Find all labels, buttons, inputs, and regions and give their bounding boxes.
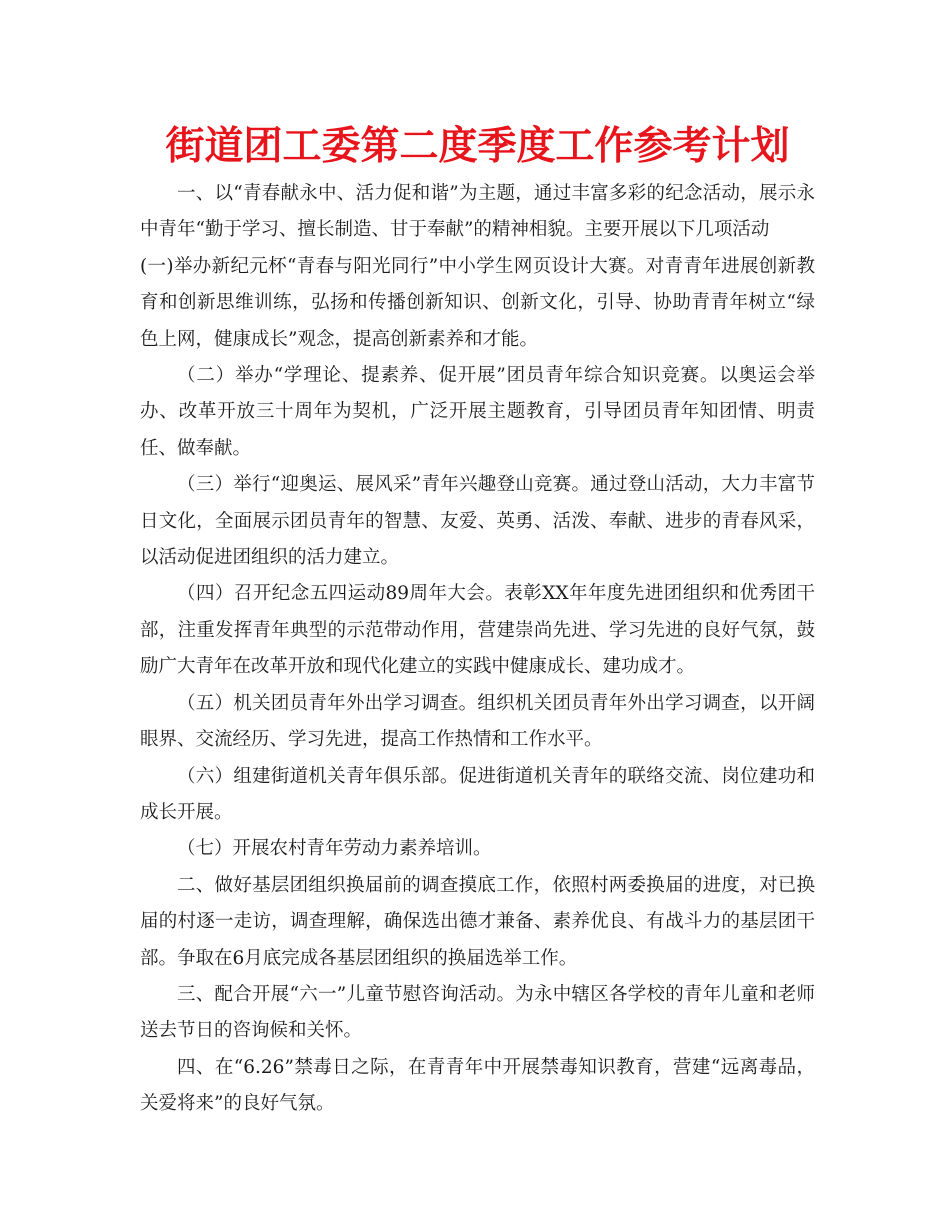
paragraph-2: (一)举办新纪元杯“青春与阳光同行”中小学生网页设计大赛。对青青年进展创新教育和创新思维训练，弘扬和传播创新知识、创新文化，引导、协助青青年树立“绿色上网，健康成长”观念，提高创新素养和才能。 <box>140 255 815 350</box>
paragraph-1: 一、以“青春献永中、活力促和谐”为主题，通过丰富多彩的纪念活动，展示永中青年“勤于学习、擅长制造、甘于奉献”的精神相貌。主要开展以下几项活动 <box>140 183 815 241</box>
paragraph-6: （五）机关团员青年外出学习调查。组织机关团员青年外出学习调查，以开阔眼界、交流经历、学习先进，提高工作热情和工作水平。 <box>140 692 815 751</box>
document-title: 街道团工委第二度季度工作参考计划 <box>165 123 790 169</box>
paragraph-7: （六）组建街道机关青年俱乐部。促进街道机关青年的联络交流、岗位建功和成长开展。 <box>140 765 815 823</box>
paragraph-10: 三、配合开展“六一”儿童节慰咨询活动。为永中辖区各学校的青年儿童和老师送去节日的咨询候和关怀。 <box>140 983 815 1042</box>
paragraph-3: （二）举办“学理论、提素养、促开展”团员青年综合知识竞赛。以奥运会举办、改革开放三十周年为契机，广泛开展主题教育，引导团员青年知团情、明责任、做奉献。 <box>140 365 815 459</box>
paragraph-11: 四、在“6.26”禁毒日之际，在青青年中开展禁毒知识教育，营建“远离毒品，关爱将来”的良好气氛。 <box>140 1056 815 1115</box>
document-body <box>140 176 815 1123</box>
paragraph-8: （七）开展农村青年劳动力素养培训。 <box>177 838 492 860</box>
paragraph-5: （四）召开纪念五四运动89周年大会。表彰XX年年度先进团组织和优秀团干部，注重发挥青年典型的示范带动作用，营建崇尚先进、学习先进的良好气氛，鼓励广大青年在改革开放和现代化建立的实践中健康成长、建功成才。 <box>140 583 815 678</box>
document-page <box>140 116 815 1123</box>
paragraph-4: （三）举行“迎奥运、展风采”青年兴趣登山竞赛。通过登山活动，大力丰富节日文化，全面展示团员青年的智慧、友爱、英勇、活泼、奉献、进步的青春风采，以活动促进团组织的活力建立。 <box>140 474 815 569</box>
paragraph-9: 二、做好基层团组织换届前的调查摸底工作，依照村两委换届的进度，对已换届的村逐一走访，调查理解，确保选出德才兼备、素养优良、有战斗力的基层团干部。争取在6月底完成各基层团组织的换届选举工作。 <box>140 874 815 969</box>
